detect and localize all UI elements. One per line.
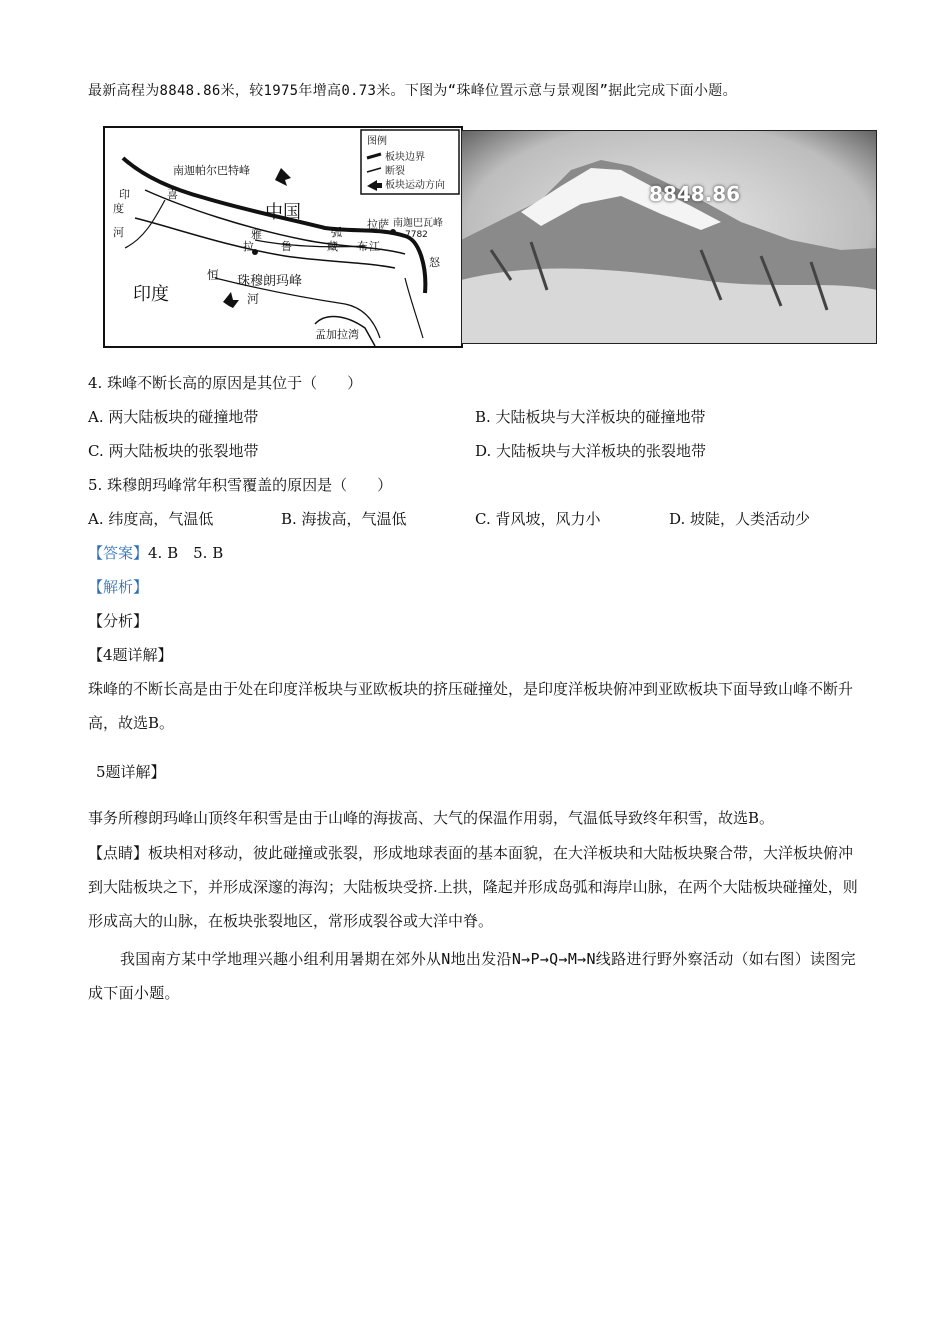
peak-marker — [390, 229, 396, 235]
answer-line — [88, 543, 223, 563]
label-everest: 珠穆朗玛峰 — [237, 274, 303, 289]
label-india: 印度 — [133, 284, 169, 305]
dianjing-text: 板块相对移动，彼此碰撞或张裂，形成地球表面的基本面貌，在大洋板块和大陆板块聚合带，大洋板块俯冲到大陆板块之下，并形成深邃的海沟；大陆板块受挤.上拱，隆起并形成岛弧和海岸山脉，在两个大陆板块碰撞处，则形成高大的山脉，在板块张裂地区，常形成裂谷或大洋中脊。 — [88, 844, 858, 930]
q5-option-c: C. 背风坡，风力小 — [475, 510, 601, 528]
q4-option-c: C. 两大陆板块的张裂地带 — [88, 442, 259, 460]
q5-detail-text: 事务所穆朗玛峰山顶终年积雪是由于山峰的海拔高、大气的保温作用弱，气温低导致终年积雪，故选B。 — [88, 809, 775, 827]
label-ganges-2: 河 — [247, 292, 260, 306]
label-nu: 怒 — [429, 256, 440, 269]
label-lhasa: 拉萨 — [367, 218, 389, 231]
label-himalaya-la: 拉 — [243, 240, 254, 253]
label-bay-of-bengal: 孟加拉湾 — [315, 328, 359, 341]
q5-detail-title: 5题详解】 — [96, 763, 166, 781]
intro-text: 最新高程为8848.86米，较1975年增高0.73米。下图为“珠峰位置示意与景观图”据此完成下面小题。 — [88, 83, 737, 99]
fault-line — [135, 218, 395, 268]
analysis-tag: 【解析】 — [88, 578, 149, 596]
q4-detail-title: 【4题详解】 — [88, 646, 173, 664]
answer-text: 4. B 5. B — [148, 544, 224, 562]
fenxi-tag: 【分析】 — [88, 612, 149, 630]
legend-item-motion: 板块运动方向 — [385, 180, 445, 191]
dianjing-tag: 【点睛】 — [88, 844, 149, 862]
motion-arrow — [223, 292, 239, 308]
label-elevation: 7782 — [405, 230, 428, 240]
photo-elevation-label: 8848.86 — [649, 182, 741, 206]
q5-option-d: D. 坡陡，人类活动少 — [669, 510, 811, 528]
dianjing-paragraph — [88, 836, 863, 938]
river-line — [405, 278, 423, 338]
legend-item-boundary: 板块边界 — [385, 152, 425, 163]
label-ganges-1: 恒 — [207, 268, 220, 282]
label-yarlung-lu: 鲁 — [281, 240, 292, 253]
label-nanga-parbat: 南迦帕尔巴特峰 — [173, 164, 250, 177]
label-arc: 弧 — [331, 226, 342, 239]
label-indus-3: 河 — [113, 226, 124, 239]
photo-drawing — [461, 130, 877, 344]
q5-option-b: B. 海拔高，气温低 — [281, 510, 407, 528]
location-map — [103, 126, 463, 348]
label-indus-1: 印 — [119, 188, 130, 201]
label-indus-2: 度 — [113, 202, 124, 215]
everest-photo — [461, 130, 877, 344]
label-yarlung-ya: 雅 — [251, 228, 262, 241]
q5-option-a: A. 纬度高，气温低 — [88, 510, 214, 528]
answer-tag: 【答案】 — [88, 544, 149, 562]
label-himalaya-xi: 喜 — [167, 188, 178, 201]
motion-arrow — [275, 168, 291, 186]
label-china: 中国 — [265, 202, 301, 223]
q4-option-a: A. 两大陆板块的碰撞地带 — [88, 408, 259, 426]
label-yarlung-zang: 藏 — [327, 240, 338, 253]
legend-title: 图例 — [367, 136, 387, 147]
figure-everest — [103, 126, 877, 348]
q4-detail-text: 珠峰的不断长高是由于处在印度洋板块与亚欧板块的挤压碰撞处，是印度洋板块俯冲到亚欧板块下面导致山峰不断升高，故选B。 — [88, 680, 854, 732]
q4-option-d: D. 大陆板块与大洋板块的张裂地带 — [475, 442, 707, 460]
next-question-intro: 我国南方某中学地理兴趣小组利用暑期在郊外从N地出发沿N→P→Q→M→N线路进行野外察活动（如右图）读图完成下面小题。 — [88, 950, 856, 1002]
label-namcha-barwa: 南迦巴瓦峰 — [393, 218, 443, 229]
legend-item-fault: 断裂 — [385, 166, 405, 177]
q5-stem: 5. 珠穆朗玛峰常年积雪覆盖的原因是（ ） — [88, 476, 393, 494]
q4-option-b: B. 大陆板块与大洋板块的碰撞地带 — [475, 408, 706, 426]
label-yarlung-jiang: 江 — [369, 240, 380, 253]
label-yarlung-bu: 布 — [357, 240, 368, 253]
q4-stem: 4. 珠峰不断长高的原因是其位于（ ） — [88, 374, 363, 392]
